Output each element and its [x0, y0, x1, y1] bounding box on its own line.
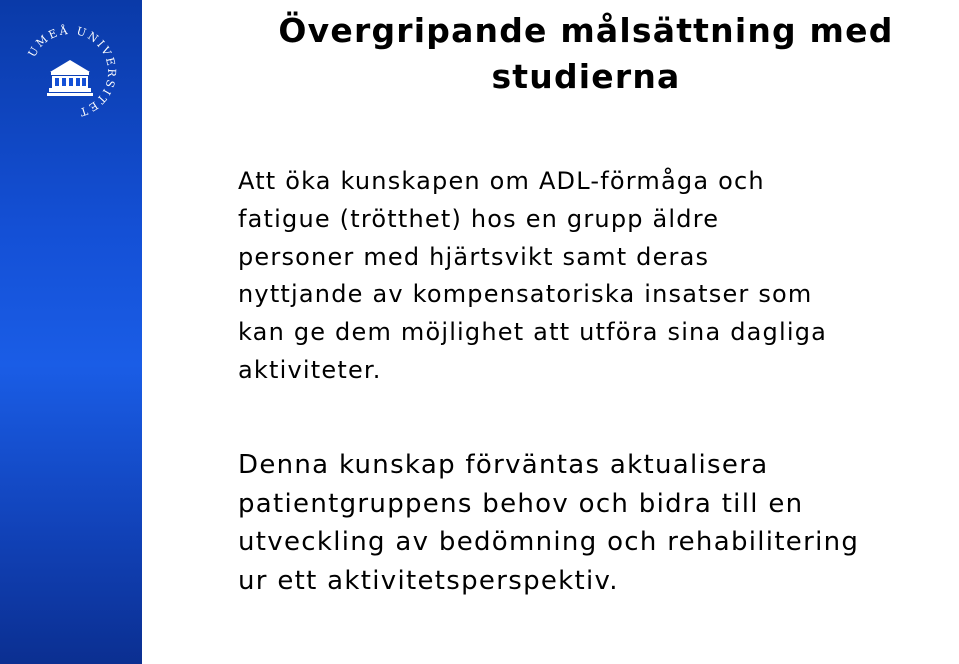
paragraph-line: Denna kunskap förväntas aktualisera	[238, 450, 769, 480]
slide-title	[236, 8, 936, 100]
paragraph-line: fatigue (trötthet) hos en grupp äldre	[238, 204, 720, 233]
objective-paragraph	[238, 163, 827, 390]
title-line: studierna	[491, 57, 681, 96]
paragraph-line: nyttjande av kompensatoriska insatser som	[238, 280, 813, 309]
seal-text: UMEÅ UNIVERSITET	[25, 23, 119, 120]
paragraph-line: ur ett aktivitetsperspektiv.	[238, 565, 619, 596]
paragraph-line: personer med hjärtsvikt samt deras	[238, 242, 710, 271]
expectation-paragraph	[238, 446, 859, 600]
university-seal-icon	[20, 22, 120, 122]
paragraph-line: patientgruppens behov och bidra till en	[238, 488, 804, 519]
paragraph-line: Att öka kunskapen om ADL-förmåga och	[238, 167, 765, 195]
title-line: Övergripande målsättning med	[278, 11, 894, 50]
paragraph-line: aktiviteter.	[238, 355, 382, 384]
sidebar-band	[0, 0, 142, 664]
paragraph-line: utveckling av bedömning och rehabilitering	[238, 527, 860, 557]
paragraph-line: kan ge dem möjlighet att utföra sina dagliga	[238, 318, 828, 347]
